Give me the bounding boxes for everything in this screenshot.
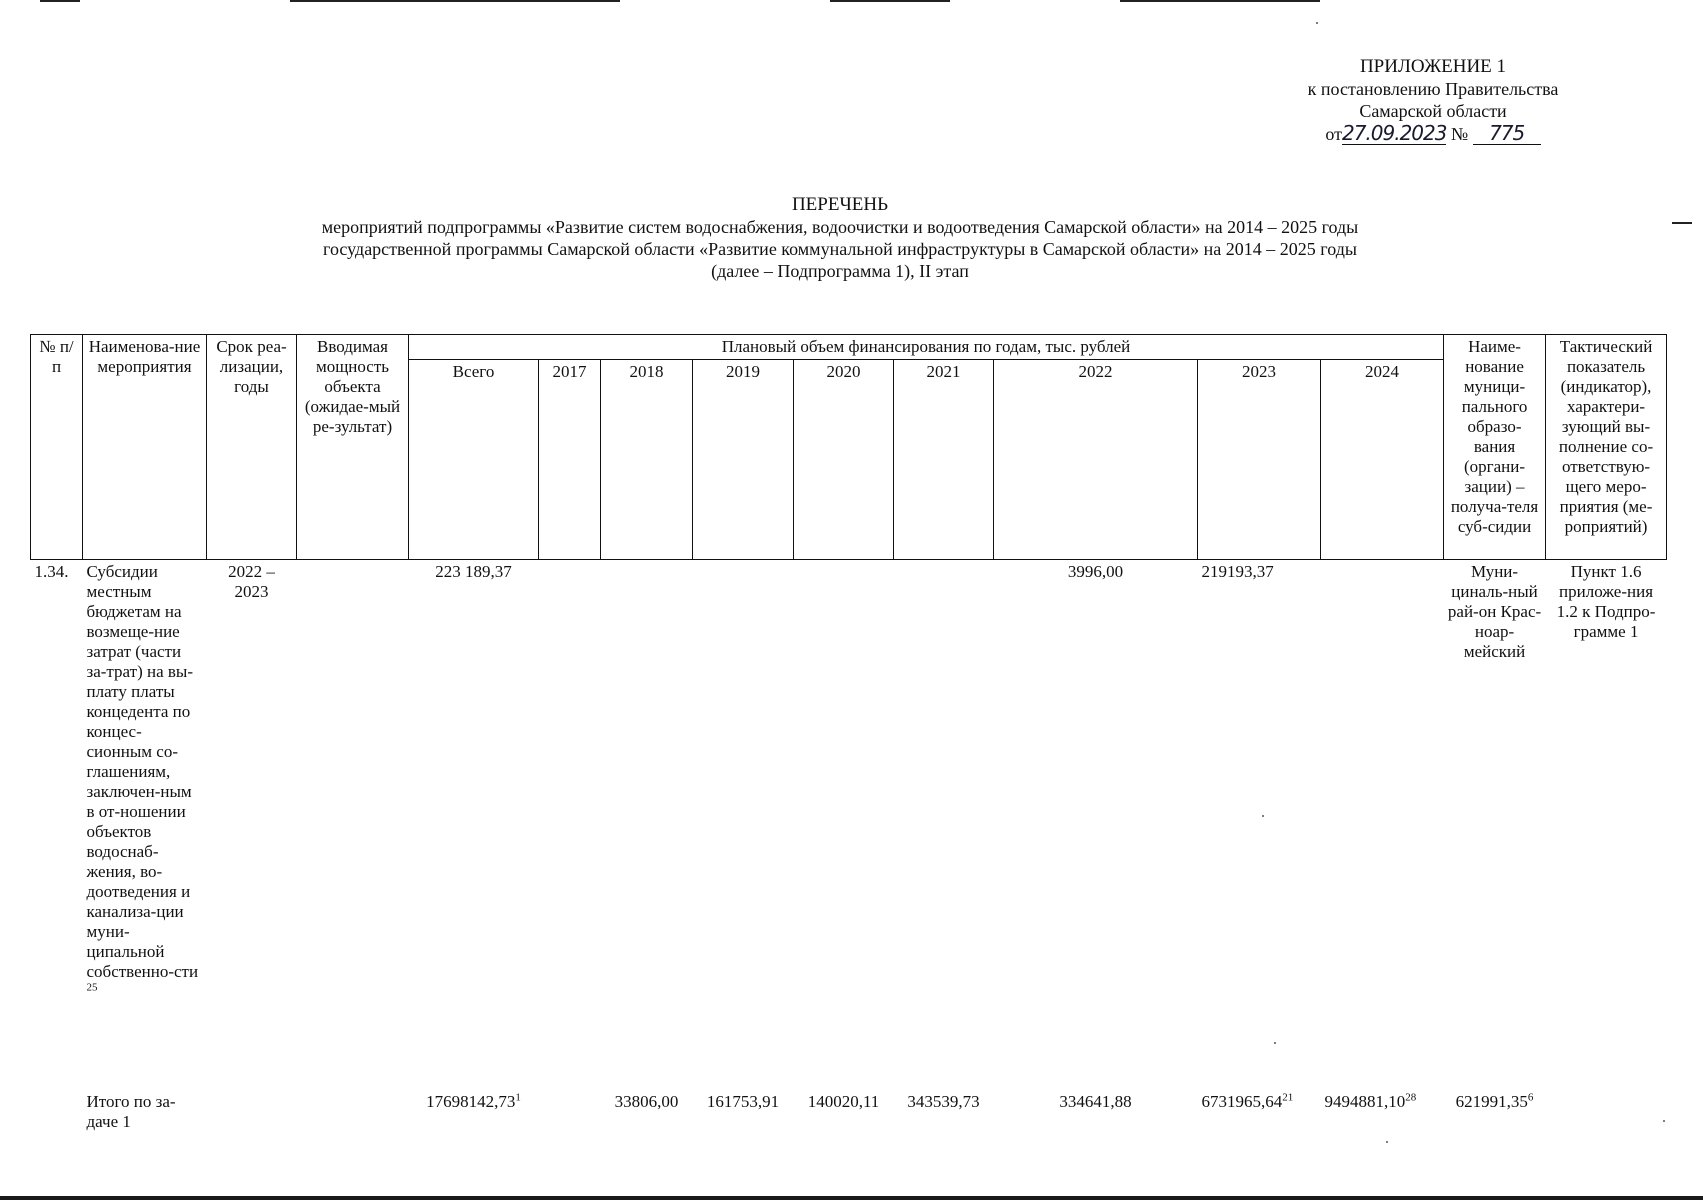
appendix-title: ПРИЛОЖЕНИЕ 1 — [1359, 56, 1507, 77]
scan-edge-top — [0, 0, 1703, 2]
handwritten-date: 27.09.2023 — [1341, 121, 1447, 145]
cell-2021 — [894, 560, 994, 1090]
heading-line-2: государственной программы Самарской области «Развитие коммунальной инфраструктуры в Самарской области» на 2014 – 2025 годы — [323, 239, 1357, 259]
cell-recipient: Муни-циналь-ный рай-он Крас-ноар-мейский — [1447, 562, 1542, 661]
cell-2017 — [539, 560, 601, 1090]
table-row-total — [31, 1090, 1667, 1138]
total-2025 — [1444, 1090, 1546, 1138]
total-period — [207, 1090, 297, 1138]
total-2023-value: 6731965,64 — [1201, 1091, 1283, 1111]
header-indicator: Тактический показатель (индикатор), характери-зующий вы-полнение со-ответствую-щего меро-приятия (ме-роприятий) — [1546, 335, 1667, 560]
handwritten-number: 775 — [1473, 122, 1541, 145]
header-funding-group: Плановый объем финансирования по годам, тыс. рублей — [409, 335, 1444, 360]
total-2024-footnote: 28 — [1405, 1090, 1417, 1103]
total-sum-footnote: 1 — [515, 1090, 521, 1103]
total-2020: 140020,11 — [807, 1091, 880, 1111]
total-2024-value: 9494881,10 — [1324, 1091, 1406, 1111]
header-year-2019: 2019 — [693, 360, 794, 560]
header-num: № п/п — [31, 335, 83, 560]
total-2025-value: 621991,35 — [1455, 1091, 1528, 1111]
cell-num: 1.34. — [34, 562, 69, 581]
cell-name-text: Субсидии местным бюджетам на возмеще-ние затрат (части за-трат) на вы-плату платы концедента по концес-сионным со-глашениям, заключен-ным в от-ношении объектов водоснаб-жения, во-доотведения и канализа-ции муни-ципальной собственно-сти — [86, 562, 199, 981]
cell-name-footnote: 25 — [86, 981, 98, 994]
scan-edge-bottom — [0, 1196, 1703, 1200]
appendix-line-region: Самарской области — [1359, 101, 1507, 121]
measures-table — [30, 334, 1667, 1138]
header-capacity: Вводимая мощность объекта (ожидае-мый ре-зультат) — [297, 335, 409, 560]
appendix-block — [1223, 56, 1643, 145]
total-indicator — [1546, 1090, 1667, 1138]
header-year-2024: 2024 — [1365, 362, 1400, 381]
total-2023-footnote: 21 — [1282, 1090, 1294, 1103]
cell-name — [83, 560, 207, 1090]
header-year-2022: 2022 — [994, 360, 1198, 560]
appendix-date-row — [1325, 122, 1540, 145]
cell-2019 — [693, 560, 794, 1090]
cell-2022: 3996,00 — [1067, 562, 1124, 581]
total-2024-2025 — [1321, 1090, 1444, 1138]
cell-indicator: Пункт 1.6 приложе-ния 1.2 к Подпро-грамме 1 — [1556, 562, 1656, 641]
cell-capacity — [297, 560, 409, 1090]
header-year-2023: 2023 — [1242, 362, 1276, 381]
appendix-line-decree: к постановлению Правительства — [1307, 79, 1559, 99]
total-2023 — [1198, 1090, 1321, 1138]
number-prefix: № — [1450, 124, 1469, 144]
cell-2020 — [794, 560, 894, 1090]
header-year-2020: 2020 — [794, 360, 894, 560]
cell-period: 2022 – 2023 — [228, 562, 275, 601]
header-total: Всего — [409, 360, 539, 560]
cell-2023: 219193,37 — [1201, 562, 1274, 581]
header-year-2017: 2017 — [539, 360, 601, 560]
total-2021: 343539,73 — [907, 1091, 980, 1111]
cell-2024-2025 — [1321, 560, 1444, 1090]
header-year-2018: 2018 — [601, 360, 693, 560]
header-recipient: Наиме-нование муници-пального образо-вания (органи-зации) – получа-теля суб-сидии — [1444, 335, 1546, 560]
total-capacity — [297, 1090, 409, 1138]
header-year-2023-2024 — [1198, 360, 1321, 560]
total-sum — [409, 1090, 539, 1138]
header-year-2021: 2021 — [894, 360, 994, 560]
total-2018: 33806,00 — [614, 1091, 679, 1111]
cell-2018 — [601, 560, 693, 1090]
header-period: Срок реа-лизации, годы — [207, 335, 297, 560]
total-sum-value: 17698142,73 — [426, 1091, 516, 1111]
total-2019: 161753,91 — [706, 1091, 780, 1111]
date-prefix: от — [1325, 124, 1342, 144]
header-name: Наименова-ние мероприятия — [83, 335, 207, 560]
heading-line-3: (далее – Подпрограмма 1), II этап — [711, 261, 969, 281]
total-2017 — [539, 1090, 601, 1138]
cell-total: 223 189,37 — [435, 562, 512, 581]
total-num — [31, 1090, 83, 1138]
heading-line-1: мероприятий подпрограммы «Развитие систем водоснабжения, водоочистки и водоотведения Самарской области» на 2014 – 2025 годы — [321, 217, 1359, 237]
document-heading — [230, 194, 1450, 282]
margin-mark — [1672, 222, 1692, 224]
total-2022: 334641,88 — [1059, 1091, 1132, 1111]
table-row — [31, 560, 1667, 1090]
total-2025-footnote: 6 — [1527, 1090, 1534, 1103]
total-name: Итого по за-даче 1 — [86, 1091, 176, 1131]
header-year-2025-col — [1321, 360, 1444, 560]
document-title: ПЕРЕЧЕНЬ — [791, 194, 889, 215]
